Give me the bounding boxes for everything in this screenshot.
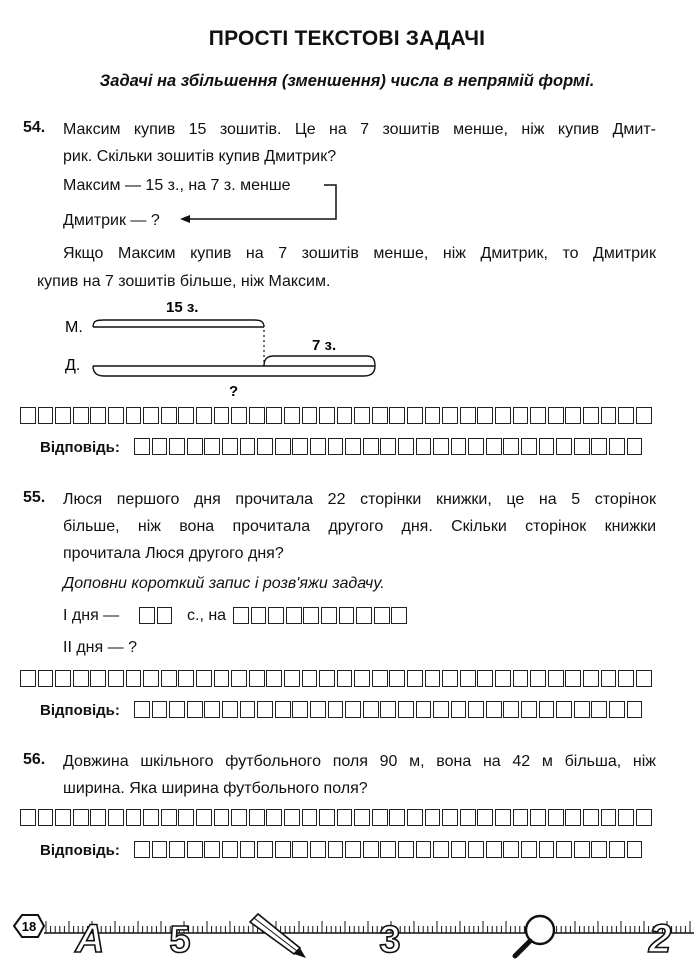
answer-cell[interactable] — [451, 438, 467, 455]
answer-cell[interactable] — [477, 809, 493, 826]
answer-cell[interactable] — [574, 841, 590, 858]
answer-cell[interactable] — [328, 841, 344, 858]
answer-cell[interactable] — [372, 670, 388, 687]
answer-cell[interactable] — [292, 438, 308, 455]
problem-55-text-line2: більше, ніж вона прочитала другого дня. Скільки сторінок книжки — [63, 518, 656, 535]
answer-cell[interactable] — [321, 607, 337, 624]
answer-cell[interactable] — [565, 809, 581, 826]
answer-cell[interactable] — [161, 670, 177, 687]
answer-cell[interactable] — [152, 841, 168, 858]
problem-54-explain-line2: купив на 7 зошитів більше, ніж Максим. — [37, 273, 331, 290]
answer-cell[interactable] — [530, 670, 546, 687]
answer-cell[interactable] — [539, 438, 555, 455]
answer-cell[interactable] — [345, 701, 361, 718]
answer-cell[interactable] — [240, 701, 256, 718]
answer-cell[interactable] — [380, 841, 396, 858]
answer-cell[interactable] — [231, 670, 247, 687]
answer-cell[interactable] — [609, 438, 625, 455]
answer-cell[interactable] — [337, 670, 353, 687]
answer-cell[interactable] — [354, 407, 370, 424]
answer-cell[interactable] — [20, 809, 36, 826]
answer-cell[interactable] — [196, 670, 212, 687]
record-arrow — [0, 0, 694, 240]
answer-cell[interactable] — [372, 407, 388, 424]
answer-cell[interactable] — [187, 841, 203, 858]
answer-cell[interactable] — [513, 809, 529, 826]
answer-cell[interactable] — [530, 809, 546, 826]
answer-cell[interactable] — [425, 407, 441, 424]
answer-cell[interactable] — [363, 438, 379, 455]
answer-cell[interactable] — [460, 407, 476, 424]
answer-cell[interactable] — [286, 607, 302, 624]
answer-cell[interactable] — [398, 701, 414, 718]
problem-54-explain-line1: Якщо Максим купив на 7 зошитів менше, ніж Дмитрик, то Дмитрик — [63, 245, 656, 262]
answer-cell[interactable] — [372, 809, 388, 826]
answer-cell[interactable] — [108, 809, 124, 826]
problem-54-record-maksym: Максим — 15 з., на 7 з. менше — [63, 177, 291, 194]
answer-cell[interactable] — [152, 701, 168, 718]
answer-cell[interactable] — [583, 407, 599, 424]
answer-cell[interactable] — [556, 438, 572, 455]
answer-cell[interactable] — [574, 438, 590, 455]
diagram-top-value: 15 з. — [166, 299, 199, 316]
diagram-unknown: ? — [229, 383, 239, 400]
answer-cell[interactable] — [292, 841, 308, 858]
answer-cell[interactable] — [257, 841, 273, 858]
answer-cell[interactable] — [468, 841, 484, 858]
answer-cell[interactable] — [161, 809, 177, 826]
footer-ruler — [0, 900, 694, 962]
decor-digit-5: 5 — [169, 919, 191, 961]
answer-cell[interactable] — [363, 701, 379, 718]
answer-cell[interactable] — [513, 670, 529, 687]
answer-cell[interactable] — [126, 407, 142, 424]
answer-cell[interactable] — [337, 809, 353, 826]
answer-cell[interactable] — [539, 841, 555, 858]
answer-cell[interactable] — [548, 407, 564, 424]
answer-cell[interactable] — [73, 670, 89, 687]
answer-cell[interactable] — [240, 438, 256, 455]
problem-54-text-line2: рик. Скільки зошитів купив Дмитрик? — [63, 148, 337, 165]
answer-cell[interactable] — [591, 841, 607, 858]
answer-cell[interactable] — [231, 809, 247, 826]
answer-cell[interactable] — [407, 407, 423, 424]
answer-cell[interactable] — [374, 607, 390, 624]
answer-cell[interactable] — [204, 841, 220, 858]
answer-cell[interactable] — [627, 438, 643, 455]
answer-cell[interactable] — [90, 809, 106, 826]
decor-digit-3: 3 — [379, 919, 401, 961]
answer-cell[interactable] — [222, 841, 238, 858]
answer-label-55: Відповідь: — [40, 702, 120, 719]
answer-cell[interactable] — [495, 670, 511, 687]
answer-cell[interactable] — [108, 670, 124, 687]
answer-cell[interactable] — [636, 809, 652, 826]
section-subtitle: Задачі на збільшення (зменшення) числа в непрямій формі. — [99, 72, 595, 90]
answer-cell[interactable] — [345, 438, 361, 455]
answer-cell[interactable] — [169, 701, 185, 718]
segment-diagram — [0, 290, 694, 405]
answer-cell[interactable] — [73, 407, 89, 424]
answer-cell[interactable] — [303, 607, 319, 624]
answer-cell[interactable] — [134, 841, 150, 858]
answer-cell[interactable] — [249, 670, 265, 687]
answer-cell[interactable] — [416, 841, 432, 858]
answer-cell[interactable] — [169, 438, 185, 455]
answer-cell[interactable] — [187, 701, 203, 718]
answer-cell[interactable] — [433, 841, 449, 858]
answer-cell[interactable] — [460, 809, 476, 826]
answer-cell[interactable] — [398, 841, 414, 858]
answer-cell[interactable] — [196, 809, 212, 826]
record-day1-mid: с., на — [187, 607, 227, 624]
answer-cell[interactable] — [627, 701, 643, 718]
answer-cell[interactable] — [73, 809, 89, 826]
answer-cell[interactable] — [126, 809, 142, 826]
answer-cell[interactable] — [204, 701, 220, 718]
answer-cell[interactable] — [513, 407, 529, 424]
answer-cell[interactable] — [389, 809, 405, 826]
problem-55-text-line3: прочитала Люся другого дня? — [63, 545, 284, 562]
answer-cell[interactable] — [337, 407, 353, 424]
answer-cell[interactable] — [618, 407, 634, 424]
answer-cell[interactable] — [231, 407, 247, 424]
answer-cell[interactable] — [310, 841, 326, 858]
segment-m — [93, 320, 264, 327]
answer-cell[interactable] — [284, 407, 300, 424]
answer-cell[interactable] — [319, 670, 335, 687]
answer-cell[interactable] — [495, 809, 511, 826]
answer-cell[interactable] — [161, 407, 177, 424]
problem-55-number: 55. — [23, 489, 46, 506]
answer-cell[interactable] — [416, 701, 432, 718]
answer-cell[interactable] — [583, 670, 599, 687]
answer-cell[interactable] — [416, 438, 432, 455]
answer-cell[interactable] — [302, 809, 318, 826]
diagram-label-m: М. — [65, 319, 83, 336]
problem-56-text-line2: ширина. Яка ширина футбольного поля? — [63, 780, 368, 797]
answer-cell[interactable] — [565, 407, 581, 424]
answer-cell[interactable] — [20, 670, 36, 687]
answer-cell[interactable] — [539, 701, 555, 718]
answer-cell[interactable] — [328, 701, 344, 718]
answer-cell[interactable] — [601, 407, 617, 424]
answer-cell[interactable] — [214, 670, 230, 687]
answer-cell[interactable] — [345, 841, 361, 858]
answer-cell[interactable] — [275, 438, 291, 455]
answer-cell[interactable] — [380, 438, 396, 455]
answer-cell[interactable] — [354, 670, 370, 687]
answer-cell[interactable] — [627, 841, 643, 858]
answer-cell[interactable] — [310, 438, 326, 455]
answer-cell[interactable] — [601, 670, 617, 687]
answer-cell[interactable] — [204, 438, 220, 455]
solution-grid-55[interactable] — [20, 670, 653, 687]
answer-cell[interactable] — [609, 701, 625, 718]
answer-cell[interactable] — [266, 809, 282, 826]
answer-cell[interactable] — [222, 438, 238, 455]
answer-cell[interactable] — [636, 670, 652, 687]
answer-cell[interactable] — [143, 670, 159, 687]
answer-cell[interactable] — [178, 670, 194, 687]
answer-cell[interactable] — [214, 407, 230, 424]
solution-grid-54[interactable] — [20, 407, 653, 424]
answer-cell[interactable] — [233, 607, 249, 624]
answer-cell[interactable] — [556, 841, 572, 858]
answer-cell[interactable] — [433, 438, 449, 455]
answer-cell[interactable] — [521, 438, 537, 455]
answer-cell[interactable] — [442, 809, 458, 826]
answer-cell[interactable] — [451, 701, 467, 718]
answer-cell[interactable] — [284, 670, 300, 687]
segment-diff-brace — [264, 356, 375, 366]
record-day1-value-cells[interactable] — [139, 607, 174, 624]
answer-cell[interactable] — [468, 438, 484, 455]
answer-cell[interactable] — [548, 809, 564, 826]
decor-letter-a: A — [75, 917, 105, 961]
answer-cell[interactable] — [38, 809, 54, 826]
answer-cell[interactable] — [143, 809, 159, 826]
problem-55-text-line1: Люся першого дня прочитала 22 сторінки книжки, це на 5 сторінок — [63, 491, 656, 508]
answer-cell[interactable] — [389, 670, 405, 687]
answer-cell[interactable] — [486, 701, 502, 718]
problem-55-instruction: Доповни короткий запис і розв'яжи задачу. — [63, 575, 385, 592]
answer-grid-55[interactable] — [134, 701, 644, 718]
answer-cell[interactable] — [275, 701, 291, 718]
answer-cell[interactable] — [222, 701, 238, 718]
answer-cell[interactable] — [486, 841, 502, 858]
answer-cell[interactable] — [275, 841, 291, 858]
answer-cell[interactable] — [618, 670, 634, 687]
answer-cell[interactable] — [139, 607, 155, 624]
answer-cell[interactable] — [425, 809, 441, 826]
answer-cell[interactable] — [530, 407, 546, 424]
answer-cell[interactable] — [442, 670, 458, 687]
answer-cell[interactable] — [257, 438, 273, 455]
answer-grid-56[interactable] — [134, 841, 644, 858]
answer-cell[interactable] — [55, 809, 71, 826]
answer-cell[interactable] — [468, 701, 484, 718]
answer-cell[interactable] — [214, 809, 230, 826]
answer-cell[interactable] — [108, 407, 124, 424]
answer-cell[interactable] — [268, 607, 284, 624]
ruler-ticks — [46, 921, 690, 933]
answer-cell[interactable] — [302, 407, 318, 424]
answer-cell[interactable] — [152, 438, 168, 455]
answer-cell[interactable] — [521, 841, 537, 858]
solution-grid-56[interactable] — [20, 809, 653, 826]
answer-cell[interactable] — [251, 607, 267, 624]
answer-cell[interactable] — [354, 809, 370, 826]
answer-cell[interactable] — [38, 670, 54, 687]
answer-cell[interactable] — [302, 670, 318, 687]
answer-cell[interactable] — [503, 701, 519, 718]
answer-cell[interactable] — [407, 670, 423, 687]
answer-cell[interactable] — [460, 670, 476, 687]
answer-cell[interactable] — [442, 407, 458, 424]
answer-grid-54[interactable] — [134, 438, 644, 455]
answer-cell[interactable] — [257, 701, 273, 718]
answer-cell[interactable] — [134, 701, 150, 718]
answer-cell[interactable] — [20, 407, 36, 424]
answer-cell[interactable] — [503, 438, 519, 455]
answer-cell[interactable] — [591, 701, 607, 718]
answer-cell[interactable] — [126, 670, 142, 687]
answer-cell[interactable] — [284, 809, 300, 826]
decor-digit-2: 2 — [648, 917, 672, 961]
answer-cell[interactable] — [477, 670, 493, 687]
problem-54-text-line1: Максим купив 15 зошитів. Це на 7 зошитів менше, ніж купив Дмит- — [63, 121, 656, 138]
answer-cell[interactable] — [310, 701, 326, 718]
page-title: ПРОСТІ ТЕКСТОВІ ЗАДАЧІ — [208, 27, 486, 50]
answer-cell[interactable] — [266, 407, 282, 424]
answer-cell[interactable] — [292, 701, 308, 718]
answer-cell[interactable] — [591, 438, 607, 455]
answer-label-56: Відповідь: — [40, 842, 120, 859]
answer-cell[interactable] — [240, 841, 256, 858]
answer-cell[interactable] — [495, 407, 511, 424]
page-number: 18 — [21, 919, 37, 934]
record-day1-diff-cells[interactable] — [233, 607, 409, 624]
problem-54-number: 54. — [23, 119, 46, 136]
answer-cell[interactable] — [134, 438, 150, 455]
answer-cell[interactable] — [187, 438, 203, 455]
answer-cell[interactable] — [389, 407, 405, 424]
answer-cell[interactable] — [636, 407, 652, 424]
answer-cell[interactable] — [178, 809, 194, 826]
answer-cell[interactable] — [433, 701, 449, 718]
record-day1-label: І дня — — [63, 607, 120, 624]
answer-cell[interactable] — [398, 438, 414, 455]
answer-cell[interactable] — [609, 841, 625, 858]
answer-cell[interactable] — [556, 701, 572, 718]
answer-cell[interactable] — [169, 841, 185, 858]
answer-cell[interactable] — [618, 809, 634, 826]
answer-cell[interactable] — [319, 809, 335, 826]
answer-cell[interactable] — [451, 841, 467, 858]
answer-cell[interactable] — [249, 809, 265, 826]
answer-cell[interactable] — [407, 809, 423, 826]
answer-cell[interactable] — [90, 670, 106, 687]
answer-cell[interactable] — [425, 670, 441, 687]
answer-cell[interactable] — [55, 407, 71, 424]
answer-cell[interactable] — [196, 407, 212, 424]
answer-cell[interactable] — [380, 701, 396, 718]
answer-cell[interactable] — [548, 670, 564, 687]
answer-cell[interactable] — [583, 809, 599, 826]
answer-cell[interactable] — [249, 407, 265, 424]
answer-cell[interactable] — [55, 670, 71, 687]
answer-cell[interactable] — [601, 809, 617, 826]
problem-56-text-line1: Довжина шкільного футбольного поля 90 м, вона на 42 м більша, ніж — [63, 753, 656, 770]
answer-cell[interactable] — [391, 607, 407, 624]
answer-label-54: Відповідь: — [40, 439, 120, 456]
answer-cell[interactable] — [157, 607, 173, 624]
magnifier-icon — [515, 916, 554, 956]
record-day2: ІІ дня — ? — [63, 639, 137, 656]
answer-cell[interactable] — [38, 407, 54, 424]
answer-cell[interactable] — [486, 438, 502, 455]
answer-cell[interactable] — [266, 670, 282, 687]
answer-cell[interactable] — [477, 407, 493, 424]
diagram-diff-value: 7 з. — [312, 337, 337, 354]
answer-cell[interactable] — [503, 841, 519, 858]
answer-cell[interactable] — [178, 407, 194, 424]
problem-56-number: 56. — [23, 751, 46, 768]
answer-cell[interactable] — [90, 407, 106, 424]
answer-cell[interactable] — [143, 407, 159, 424]
answer-cell[interactable] — [363, 841, 379, 858]
answer-cell[interactable] — [521, 701, 537, 718]
answer-cell[interactable] — [574, 701, 590, 718]
answer-cell[interactable] — [565, 670, 581, 687]
problem-54-record-dmytryk: Дмитрик — ? — [63, 212, 160, 229]
pencil-icon — [250, 914, 306, 958]
answer-cell[interactable] — [319, 407, 335, 424]
answer-cell[interactable] — [339, 607, 355, 624]
diagram-label-d: Д. — [65, 357, 81, 374]
answer-cell[interactable] — [328, 438, 344, 455]
answer-cell[interactable] — [356, 607, 372, 624]
